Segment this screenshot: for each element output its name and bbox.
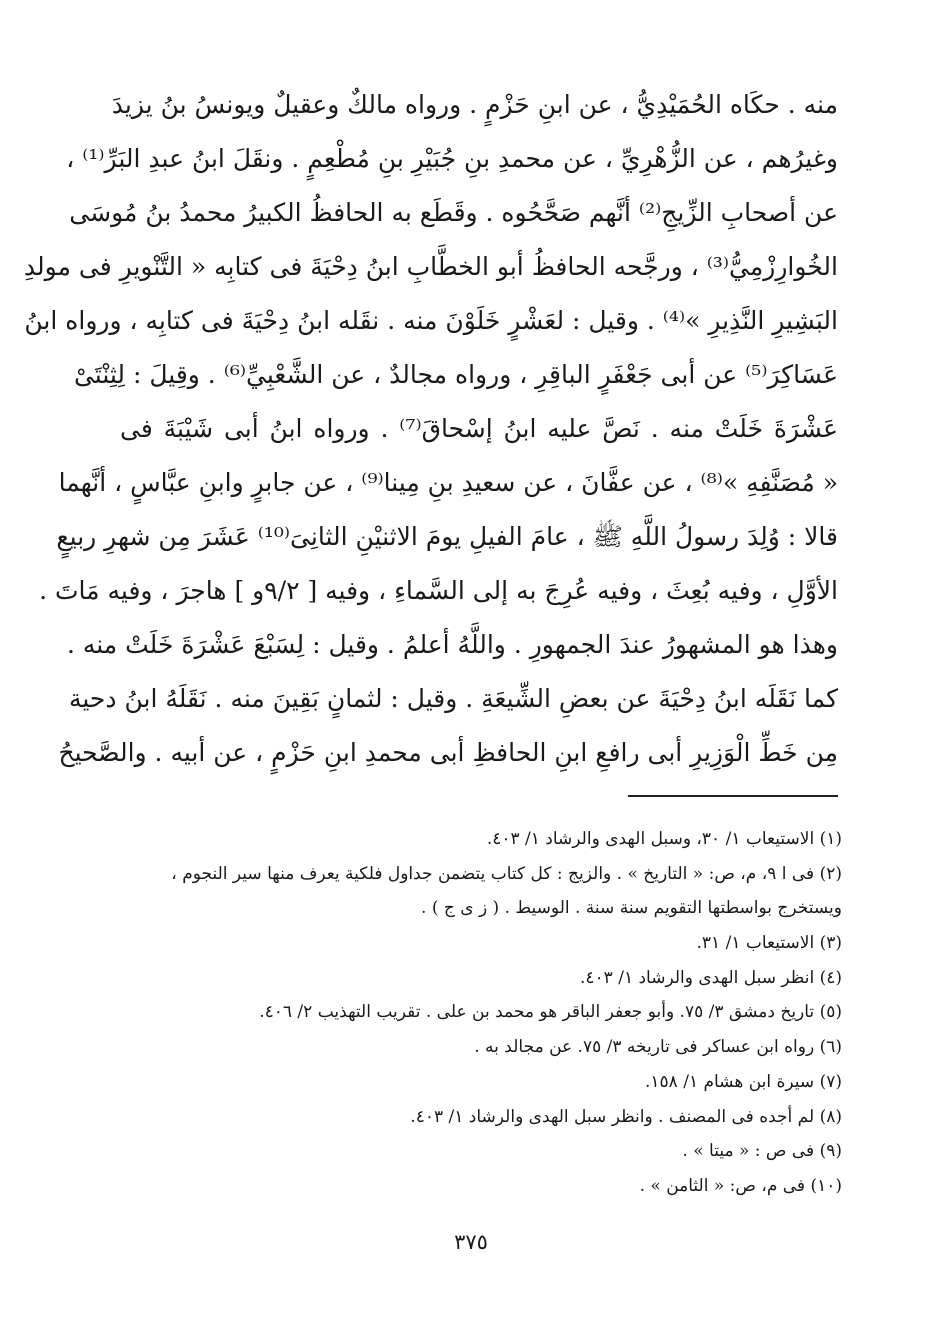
text-line: « مُصَنَّفِهِ »⁽⁸⁾ ، عن عفَّانَ ، عن سعيدِ بنِ مِينا⁽⁹⁾ ، عن جابرٍ وابنِ عبَّاسٍ ، أنَّهما	[58, 468, 838, 497]
text-line: البَشِيرِ النَّذِيرِ »⁽⁴⁾ . وقيل : لعَشْرٍ خَلَوْنَ منه . نقَله ابنُ دِحْيَةَ فى كتابِه ، ورواه ابنُ	[24, 306, 838, 335]
footnote: (٥) تاريخ دمشق ٣/ ٧٥. وأبو جعفر الباقر هو محمد بن على . تقريب التهذيب ٢/ ٤٠٦.	[259, 1002, 842, 1023]
footnote: (٩) فى ص : « ميتا » .	[682, 1141, 842, 1162]
footnote: (٣) الاستيعاب ١/ ٣١.	[696, 933, 842, 954]
text-line: وغيرُهم ، عن الزُّهْرِيِّ ، عن محمدِ بنِ جُبَيْرِ بنِ مُطْعِمٍ . ونقَلَ ابنُ عبدِ البَرِّ⁽¹⁾ ،	[66, 144, 838, 173]
text-line: عن أصحابِ الزِّيجِ⁽²⁾ أنَّهم صَحَّحُوه . وقَطَع به الحافظُ الكبيرُ محمدُ بنُ مُوسَى	[69, 198, 838, 227]
text-line: الأوَّلِ ، وفيه بُعِثَ ، وفيه عُرِجَ به إلى السَّماءِ ، وفيه [ ٩/٢و ] هاجرَ ، وفيه مَاتَ .	[39, 576, 838, 605]
text-line: عَسَاكِرَ⁽⁵⁾ عن أبى جَعْفَرٍ الباقِرِ ، ورواه مجالدٌ ، عن الشَّعْبِيِّ⁽⁶⁾ . وقِيلَ : لِثِنْتَىْ	[73, 360, 838, 389]
footnote: (١٠) فى م، ص: « الثامن » .	[639, 1175, 842, 1196]
footnote: (٧) سيرة ابن هشام ١/ ١٥٨.	[644, 1071, 842, 1092]
footnote-separator	[628, 795, 838, 797]
footnote: (٤) انظر سبل الهدى والرشاد ١/ ٤٠٣.	[579, 967, 842, 988]
footnote-continuation: ويستخرج بواسطتها التقويم سنة سنة . الوسيط . ( ز ى ج ) .	[421, 898, 842, 919]
footnote: (٨) لم أجده فى المصنف . وانظر سبل الهدى والرشاد ١/ ٤٠٣.	[410, 1106, 842, 1127]
text-line: الخُوارِزْمِيُّ⁽³⁾ ، ورجَّحه الحافظُ أبو الخطَّابِ ابنُ دِحْيَةَ فى كتابِه « التَّنْويرِ فى مولدِ	[23, 252, 838, 281]
footnote: (٢) فى ا ٩، م، ص: « التاريخ » . والزيج : كل كتاب يتضمن جداول فلكية يعرف منها سير النجوم ،	[171, 863, 842, 884]
text-line: منه . حكَاه الحُمَيْدِيُّ ، عن ابنِ حَزْمٍ . ورواه مالكٌ وعقيلٌ ويونسُ بنُ يزيدَ	[111, 90, 838, 119]
footnote: (٦) رواه ابن عساكر فى تاريخه ٣/ ٧٥. عن مجالد به .	[474, 1037, 842, 1058]
text-line: قالا : وُلِدَ رسولُ اللَّهِ ﷺ ، عامَ الفيلِ يومَ الاثنيْنِ الثانِىَ⁽¹⁰⁾ عَشَرَ مِن شهرِ ربيعٍ	[56, 522, 838, 551]
text-line: مِن خَطِّ الْوَزِيرِ أبى رافعِ ابنِ الحافظِ أبى محمدِ ابنِ حَزْمٍ ، عن أبيه . والصَّحيحُ	[58, 738, 838, 767]
text-line: عَشْرَةَ خَلَتْ منه . نَصَّ عليه ابنُ إسْحاقَ⁽⁷⁾ . ورواه ابنُ أبى شَيْبَةَ فى	[120, 414, 838, 443]
page-number: ٣٧٥	[454, 1230, 488, 1254]
text-line: كما نَقَلَه ابنُ دِحْيَةَ عن بعضِ الشِّيعَةِ . وقيل : لثمانٍ بَقِينَ منه . نَقَلَهُ ابنُ دحية	[68, 684, 838, 713]
footnotes	[120, 822, 842, 1204]
main-text	[23, 78, 838, 780]
footnote: (١) الاستيعاب ١/ ٣٠، وسبل الهدى والرشاد ١/ ٤٠٣.	[486, 829, 842, 849]
text-line: وهذا هو المشهورُ عندَ الجمهورِ . واللَّهُ أعلمُ . وقيل : لِسَبْعَ عَشْرَةَ خَلَتْ منه .	[66, 630, 838, 659]
